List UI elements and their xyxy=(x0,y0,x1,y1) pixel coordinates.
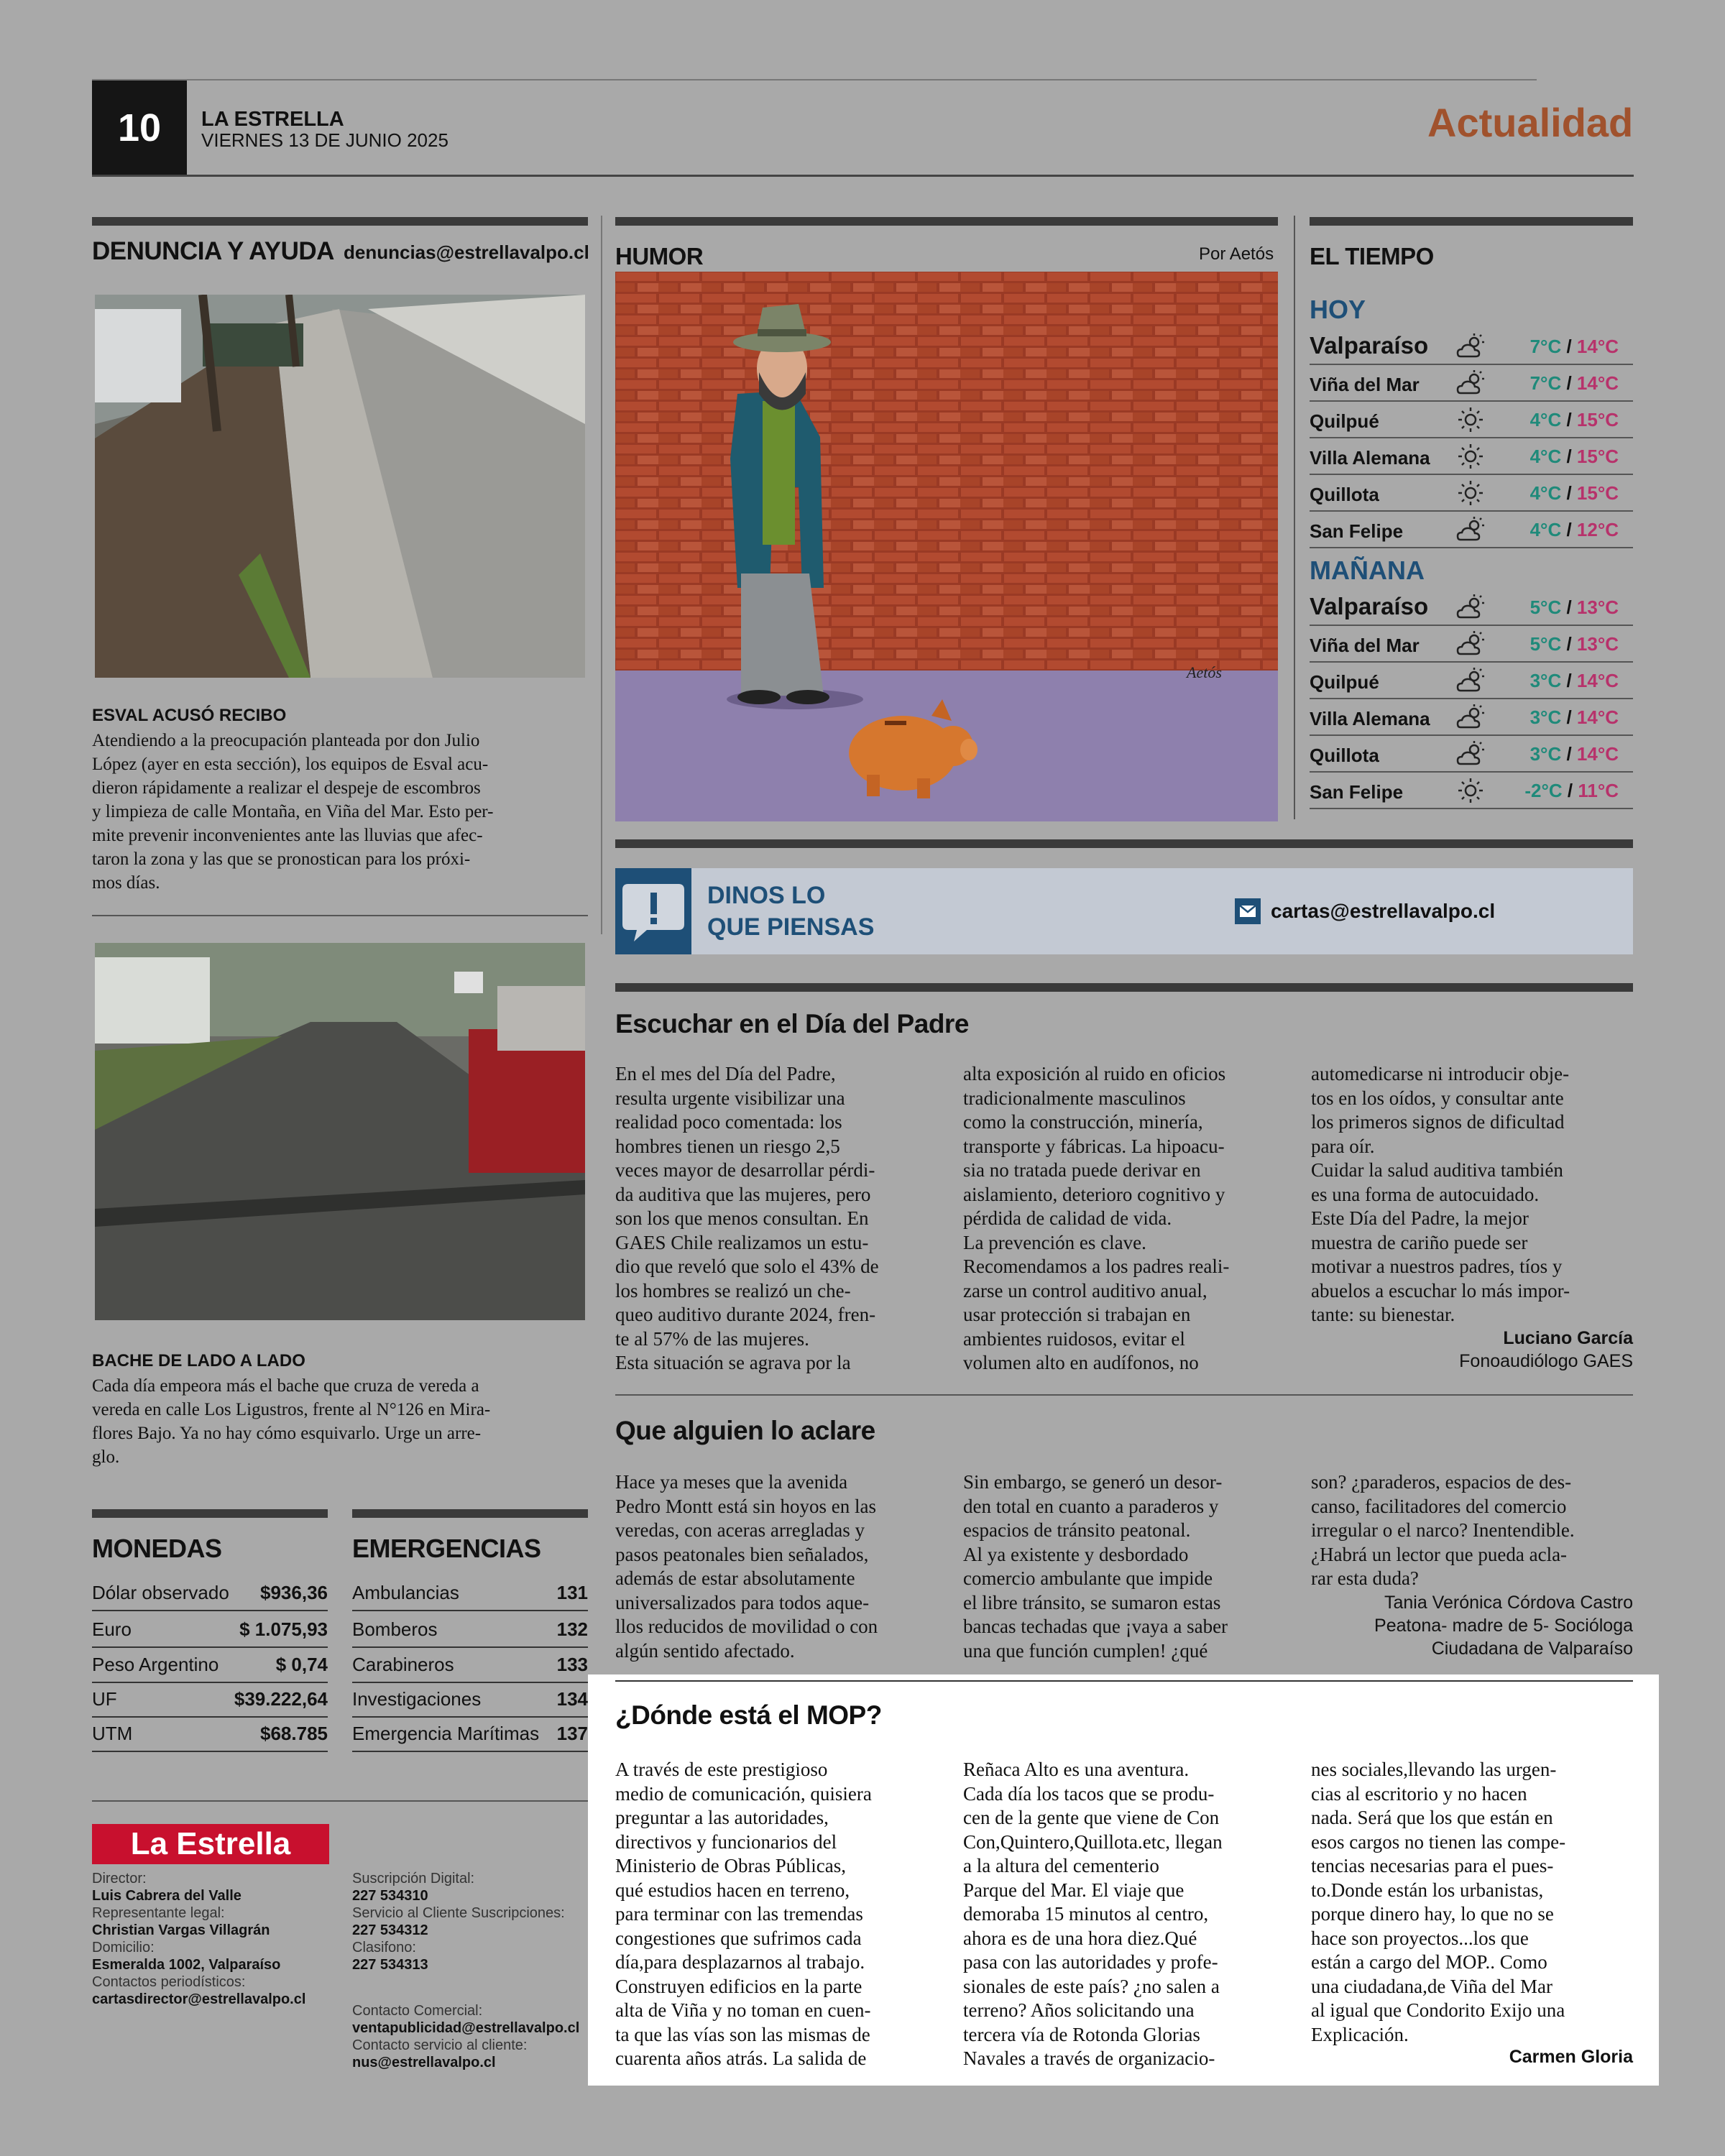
weather-temp: -2°C / 11°C xyxy=(1524,780,1619,801)
letter-line: tencias necesarias para el pues- xyxy=(1311,1855,1554,1876)
newspaper-name: LA ESTRELLA xyxy=(201,108,344,131)
partly-cloudy-icon xyxy=(1455,593,1486,622)
letter-line: algún sentido afectado. xyxy=(615,1639,795,1662)
letter-line: una ciudadana,de Viña del Mar xyxy=(1311,1975,1552,1997)
emergencias-title: EMERGENCIAS xyxy=(352,1534,541,1563)
currency-row: Euro $ 1.075,93 xyxy=(92,1612,328,1648)
weather-day-label: HOY xyxy=(1310,295,1366,324)
letter-line: ahora es de una hora diez.Qué xyxy=(963,1927,1197,1949)
partly-cloudy-icon xyxy=(1455,740,1486,768)
weather-temp: 3°C / 14°C xyxy=(1530,670,1619,691)
letter-line: nada. Será que los que están en xyxy=(1311,1807,1553,1828)
letter-column xyxy=(615,1062,939,1376)
letter-line: automedicarse ni introducir obje- xyxy=(1311,1063,1570,1084)
emergency-row: Bomberos 132 xyxy=(352,1612,588,1648)
letter-line: Hace ya meses que la avenida xyxy=(615,1471,848,1493)
letter-line: resulta urgente visibilizar una xyxy=(615,1087,845,1109)
letter-line: los primeros signos de dificultad xyxy=(1311,1111,1565,1133)
denuncia-email[interactable]: denuncias@estrellavalpo.cl xyxy=(344,241,589,263)
weather-city: Valparaíso xyxy=(1310,593,1429,619)
weather-row xyxy=(1310,734,1633,773)
weather-row xyxy=(1310,437,1633,475)
letter-column xyxy=(963,1062,1287,1376)
weather-row xyxy=(1310,510,1633,548)
letter-line: sionales de este país? ¿no salen a xyxy=(963,1975,1220,1997)
letter-line: día,para desplazarnos al trabajo. xyxy=(615,1951,865,1973)
dinos-line-2: QUE PIENSAS xyxy=(707,913,875,941)
denuncia-item-title: BACHE DE LADO A LADO xyxy=(92,1351,305,1370)
letter-line: alta exposición al ruido en oficios xyxy=(963,1063,1226,1084)
letter-column xyxy=(615,1470,939,1663)
weather-row xyxy=(1310,474,1633,512)
letter-line: ambientes ruidosos, evitar el xyxy=(963,1327,1185,1350)
letter-line: motivar a nuestros padres, tíos y xyxy=(1311,1256,1563,1277)
letter-line: porque dinero hay, lo que no se xyxy=(1311,1903,1554,1925)
letter-line: Al ya existente y desbordado xyxy=(963,1543,1189,1565)
currency-row: UTM $68.785 xyxy=(92,1716,328,1752)
letter-column xyxy=(963,1470,1287,1663)
weather-city: Villa Alemana xyxy=(1310,447,1430,469)
partly-cloudy-icon xyxy=(1455,515,1486,544)
denuncia-item-title: ESVAL ACUSÓ RECIBO xyxy=(92,706,287,725)
denuncia-item-text: Atendiendo a la preocupación planteada por don Julio López (ayer en esta sección), los equipos de Esval acu- dieron rápidamente a realizar el despeje de escombros y limpieza de calle Montaña, en Viña del Mar. Esto per- mite prevenir inconvenientes ante las lluvias que afec- taron la zona y las que se pronostican para los próxi- mos días. xyxy=(92,731,494,893)
weather-temp: 4°C / 15°C xyxy=(1530,409,1619,430)
letter-line: una que función cumplen! ¿qué xyxy=(963,1639,1208,1662)
letter-line: A través de este prestigioso xyxy=(615,1759,828,1780)
letter-line: es una forma de autocuidado. xyxy=(1311,1183,1540,1205)
photo-cleared-sidewalk xyxy=(95,295,585,678)
letter-line: terreno? Años solicitando una xyxy=(963,1999,1195,2021)
letter-line: preguntar a las autoridades, xyxy=(615,1807,829,1828)
humor-title: HUMOR xyxy=(615,243,704,270)
cartoon-signature: Aetós xyxy=(1187,663,1222,681)
weather-temp: 4°C / 12°C xyxy=(1530,519,1619,540)
letter-line: veredas, con aceras arregladas y xyxy=(615,1519,865,1541)
weather-temp: 3°C / 14°C xyxy=(1530,706,1619,728)
letter-line: Cuidar la salud auditiva también xyxy=(1311,1159,1563,1181)
partly-cloudy-icon xyxy=(1455,666,1486,695)
letter-line: Reñaca Alto es una aventura. xyxy=(963,1759,1190,1780)
letter-line: como la construcción, minería, xyxy=(963,1111,1203,1133)
letter-line: sia no tratada puede derivar en xyxy=(963,1159,1201,1181)
denuncia-item-text: Cada día empeora más el bache que cruza de vereda a vereda en calle Los Ligustros, frente al N°126 en Mira- flores Bajo. Ya no hay cómo esquivarlo. Urge un arre- glo. xyxy=(92,1376,491,1467)
weather-city: Quillota xyxy=(1310,745,1379,766)
letter-line: tercera vía de Rotonda Glorias xyxy=(963,2023,1200,2045)
letter-line: tante: su bienestar. xyxy=(1311,1304,1455,1325)
partly-cloudy-icon xyxy=(1455,332,1486,361)
letter-line: universalizados para todos aque- xyxy=(615,1591,870,1613)
weather-city: Quilpué xyxy=(1310,410,1379,432)
partly-cloudy-icon xyxy=(1455,630,1486,658)
letter-line: Con,Quintero,Quillota.etc, llegan xyxy=(963,1830,1223,1853)
sun-icon xyxy=(1455,405,1486,434)
letter-column xyxy=(1311,1470,1634,1591)
letter-line: Construyen edificios en la parte xyxy=(615,1975,862,1997)
weather-city: Quilpué xyxy=(1310,671,1379,693)
letter-line: tradicionalmente masculinos xyxy=(963,1087,1186,1109)
letter-column xyxy=(1311,1758,1634,2047)
letter-line: usar protección si trabajan en xyxy=(963,1304,1191,1325)
letter-line: veces mayor de desarrollar pérdi- xyxy=(615,1159,875,1181)
letter-line: están a cargo del MOP.. Como xyxy=(1311,1951,1547,1973)
letter-line: dio que reveló que solo el 43% de xyxy=(615,1256,879,1277)
envelope-icon xyxy=(1235,898,1261,924)
letter-line: alta de Viña y no toman en cuen- xyxy=(615,1999,871,2021)
sun-icon xyxy=(1455,442,1486,471)
emergency-row: Carabineros 133 xyxy=(352,1647,588,1683)
weather-row xyxy=(1310,698,1633,736)
weather-temp: 5°C / 13°C xyxy=(1530,596,1619,618)
letter-title: Escuchar en el Día del Padre xyxy=(615,1009,969,1038)
weather-title: EL TIEMPO xyxy=(1310,243,1434,270)
weather-temp: 5°C / 13°C xyxy=(1530,633,1619,655)
letter-line: tos en los oídos, y consultar ante xyxy=(1311,1087,1564,1109)
letter-line: En el mes del Día del Padre, xyxy=(615,1063,836,1084)
denuncia-title: DENUNCIA Y AYUDA xyxy=(92,237,334,265)
letter-line: aislamiento, deterioro cognitivo y xyxy=(963,1183,1225,1205)
letter-column xyxy=(615,1758,939,2071)
letter-line: abuelos a escuchar lo más impor- xyxy=(1311,1279,1570,1302)
letter-line: irregular o el narco? Inentendible. xyxy=(1311,1519,1575,1541)
letter-line: da auditiva que las mujeres, pero xyxy=(615,1183,871,1205)
weather-row xyxy=(1310,625,1633,663)
page-number: 10 xyxy=(92,80,187,175)
dinos-line-1: DINOS LO xyxy=(707,882,826,909)
letter-line: llos reducidos de movilidad o con xyxy=(615,1616,878,1637)
currency-row: Dólar observado $936,36 xyxy=(92,1575,328,1611)
letter-line: demoraba 15 minutos al centro, xyxy=(963,1903,1209,1925)
letter-line: cuarenta años atrás. La salida de xyxy=(615,2047,867,2069)
letter-line: nes sociales,llevando las urgen- xyxy=(1311,1759,1557,1780)
weather-row xyxy=(1310,364,1633,402)
weather-temp: 3°C / 14°C xyxy=(1530,743,1619,765)
letter-line: son los que menos consultan. En xyxy=(615,1207,869,1229)
weather-temp: 4°C / 15°C xyxy=(1530,446,1619,467)
letter-title: ¿Dónde está el MOP? xyxy=(615,1700,882,1730)
letter-line: realidad poco comentada: los xyxy=(615,1111,842,1133)
humor-author: Por Aetós xyxy=(1199,244,1274,264)
photo-street-pothole xyxy=(95,943,585,1320)
letter-line: La prevención es clave. xyxy=(963,1231,1146,1253)
partly-cloudy-icon xyxy=(1455,703,1486,732)
issue-date: VIERNES 13 DE JUNIO 2025 xyxy=(201,129,448,151)
currency-row: UF $39.222,64 xyxy=(92,1682,328,1718)
letter-line: pérdida de calidad de vida. xyxy=(963,1207,1172,1229)
weather-temp: 7°C / 14°C xyxy=(1530,336,1619,357)
letter-column xyxy=(1311,1062,1634,1327)
sun-icon xyxy=(1455,479,1486,507)
weather-city: Valparaíso xyxy=(1310,332,1429,359)
weather-city: San Felipe xyxy=(1310,520,1404,542)
letter-line: Ministerio de Obras Públicas, xyxy=(615,1855,846,1876)
cartas-email[interactable]: cartas@estrellavalpo.cl xyxy=(1271,900,1496,922)
letter-line: Pedro Montt está sin hoyos en las xyxy=(615,1495,876,1517)
letter-signature: Tania Verónica Córdova Castro Peatona- madre de 5- Socióloga Ciudadana de Valparaíso xyxy=(1374,1593,1633,1659)
letter-line: espacios de tránsito peatonal. xyxy=(963,1519,1191,1541)
letter-line: cias al escritorio y no hacen xyxy=(1311,1782,1527,1805)
emergency-row: Emergencia Marítimas 137 xyxy=(352,1716,588,1752)
letter-line: pasa con las autoridades y profe- xyxy=(963,1951,1218,1973)
imprint-right: Suscripción Digital: 227 534310 Servicio al Cliente Suscripciones: 227 534312 Clasifono: 227 534313 xyxy=(352,1871,565,1973)
letter-line: rar esta duda? xyxy=(1311,1567,1419,1589)
estrella-logo: La Estrella xyxy=(92,1824,329,1864)
letter-line: ta que las vías son las mismas de xyxy=(615,2023,870,2045)
letter-line: GAES Chile realizamos un estu- xyxy=(615,1231,869,1253)
letter-line: Sin embargo, se generó un desor- xyxy=(963,1471,1223,1493)
letter-line: bancas techadas que ¡vaya a saber xyxy=(963,1616,1228,1637)
letter-line: ¿Habrá un lector que pueda acla- xyxy=(1311,1543,1568,1565)
letter-line: canso, facilitadores del comercio xyxy=(1311,1495,1567,1517)
letter-line: hace son proyectos...los que xyxy=(1311,1927,1529,1949)
letter-line: transporte y fábricas. La hipoacu- xyxy=(963,1135,1225,1157)
letter-line: congestiones que sufrimos cada xyxy=(615,1927,862,1949)
letter-line: zarse un control auditivo anual, xyxy=(963,1279,1208,1302)
letter-line: directivos y funcionarios del xyxy=(615,1830,837,1853)
weather-temp: 7°C / 14°C xyxy=(1530,372,1619,394)
weather-row xyxy=(1310,771,1633,809)
letter-line: a la altura del cementerio xyxy=(963,1855,1159,1876)
weather-city: Viña del Mar xyxy=(1310,374,1420,395)
letter-line: den total en cuanto a paraderos y xyxy=(963,1495,1219,1517)
letter-line: hombres tienen un riesgo 2,5 xyxy=(615,1135,840,1157)
letter-line: qué estudios hacen en terreno, xyxy=(615,1879,850,1901)
letter-line: volumen alto en audífonos, no xyxy=(963,1352,1199,1373)
weather-city: Villa Alemana xyxy=(1310,708,1430,729)
currency-row: Peso Argentino $ 0,74 xyxy=(92,1647,328,1683)
letter-line: Recomendamos a los padres reali- xyxy=(963,1256,1230,1277)
letter-line: Navales a través de organizacio- xyxy=(963,2047,1215,2069)
imprint-left: Director: Luis Cabrera del Valle Representante legal: Christian Vargas Villagrán Domicilio: Esmeralda 1002, Valparaíso Contactos periodísticos: cartasdirector@estrellavalpo.cl xyxy=(92,1871,306,2007)
weather-row xyxy=(1310,584,1633,626)
dinos-banner xyxy=(615,868,1633,954)
emergency-row: Ambulancias 131 xyxy=(352,1575,588,1611)
letter-line: al igual que Condorito Exijo una xyxy=(1311,1999,1565,2021)
letter-line: Este Día del Padre, la mejor xyxy=(1311,1207,1529,1229)
humor-cartoon xyxy=(615,272,1278,821)
letter-line: to.Donde están los urbanistas, xyxy=(1311,1879,1544,1901)
letter-line: para terminar con las tremendas xyxy=(615,1903,863,1925)
sun-icon xyxy=(1455,776,1486,805)
letter-line: pasos peatonales bien señalados, xyxy=(615,1543,869,1565)
letter-line: esos cargos no tienen las compe- xyxy=(1311,1830,1566,1853)
letter-line: el libre tránsito, se sumaron estas xyxy=(963,1591,1221,1613)
letter-line: para oír. xyxy=(1311,1135,1375,1157)
weather-city: San Felipe xyxy=(1310,781,1404,803)
monedas-title: MONEDAS xyxy=(92,1534,222,1563)
speech-bubble-icon xyxy=(615,868,691,954)
partly-cloudy-icon xyxy=(1455,369,1486,397)
weather-city: Viña del Mar xyxy=(1310,635,1420,656)
section-title: Actualidad xyxy=(1427,100,1634,145)
letter-title: Que alguien lo aclare xyxy=(615,1416,875,1445)
letter-line: Cada día los tacos que se produ- xyxy=(963,1782,1215,1805)
letter-line: muestra de cariño puede ser xyxy=(1311,1231,1528,1253)
weather-row xyxy=(1310,661,1633,699)
weather-temp: 4°C / 15°C xyxy=(1530,482,1619,504)
weather-city: Quillota xyxy=(1310,484,1379,505)
letter-line: Explicación. xyxy=(1311,2023,1409,2045)
letter-line: te al 57% de las mujeres. xyxy=(615,1327,809,1350)
letter-line: queo auditivo durante 2024, fren- xyxy=(615,1304,876,1325)
weather-row xyxy=(1310,400,1633,438)
letter-line: Parque del Mar. El viaje que xyxy=(963,1879,1184,1901)
letter-column xyxy=(963,1758,1287,2071)
letter-line: Esta situación se agrava por la xyxy=(615,1352,851,1373)
weather-row xyxy=(1310,323,1633,365)
letter-line: comercio ambulante que impide xyxy=(963,1567,1213,1589)
weather-day-label: MAÑANA xyxy=(1310,556,1425,585)
imprint-contact: Contacto Comercial: ventapublicidad@estrellavalpo.cl Contacto servicio al cliente: nus@estrellavalpo.cl xyxy=(352,2003,580,2070)
letter-line: además de estar absolutamente xyxy=(615,1567,855,1589)
emergency-row: Investigaciones 134 xyxy=(352,1682,588,1718)
letter-line: son? ¿paraderos, espacios de des- xyxy=(1311,1471,1572,1493)
letter-signature: Carmen Gloria xyxy=(1509,2047,1633,2067)
letter-line: cen de la gente que viene de Con xyxy=(963,1807,1220,1828)
letter-line: medio de comunicación, quisiera xyxy=(615,1782,872,1805)
letter-signature: Luciano García Fonoaudiólogo GAES xyxy=(1459,1328,1633,1371)
letter-line: los hombres se realizó un che- xyxy=(615,1279,851,1302)
